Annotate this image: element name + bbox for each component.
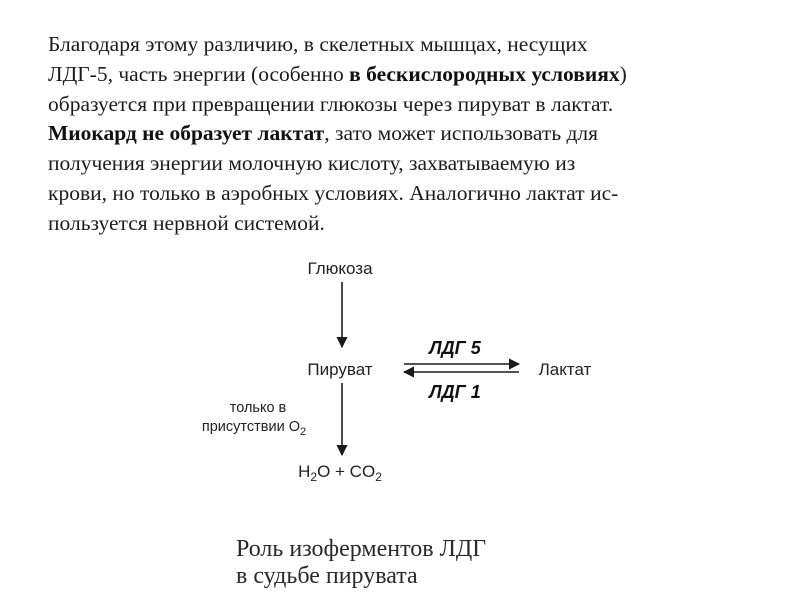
condition-label-line2 [202,419,306,438]
product-co-subscript: 2 [375,470,382,484]
products-label [298,462,382,484]
emphasis-myocardium: Миокард не образует лактат [48,121,325,146]
figure-caption [236,536,486,590]
lactate-label: Лактат [538,360,592,379]
caption-line1: Роль изоферментов ЛДГ [236,536,487,562]
enzyme-ldh5-label: ЛДГ 5 [429,338,481,358]
paragraph-line: крови, но только в аэробных условиях. Аналогично лактат ис- [48,180,619,205]
emphasis-anaerobic: в бескислородных условиях [349,61,620,86]
condition-label-line1: только в [229,400,287,416]
glucose-label: Глюкоза [307,259,373,278]
enzyme-ldh1-label: ЛДГ 1 [429,382,481,402]
paragraph-text: ЛДГ-5, часть энергии (особенно [48,61,350,86]
product-h-subscript: 2 [310,470,318,484]
paragraph-line: получения энергии молочную кислоту, захватываемую из [48,151,576,176]
paragraph-line: пользуется нервной системой. [48,210,325,235]
product-h: H [298,462,311,481]
caption-line2: в судьбе пирувата [236,563,418,589]
product-rest: O + CO [317,462,376,481]
paragraph-line: Благодаря этому различию, в скелетных мышцах, несущих [48,32,588,56]
paragraph-text: , зато может использовать для [324,121,599,146]
paragraph-line: образуется при превращении глюкозы через пируват в лактат. [48,91,614,116]
pyruvate-label: Пируват [307,360,373,379]
paragraph-text: ) [619,61,627,86]
oxygen-subscript: 2 [299,426,307,438]
condition-text: присутствии O [201,419,300,435]
